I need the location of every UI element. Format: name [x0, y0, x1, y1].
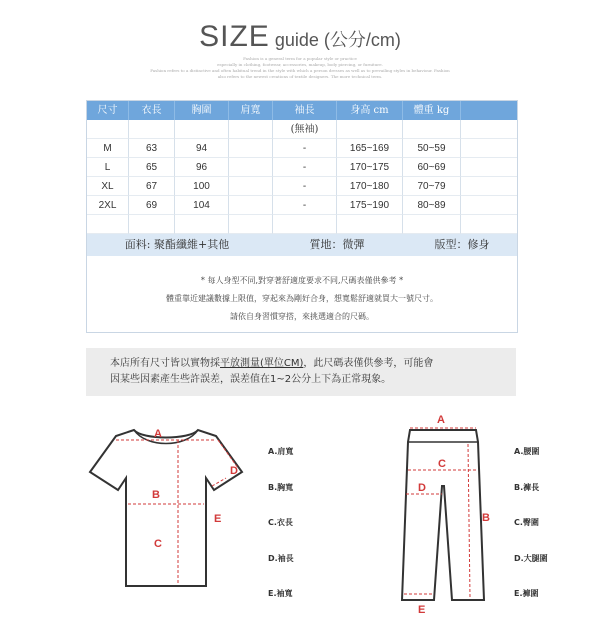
table-cell: 69 [129, 196, 175, 215]
banner-line-1 [86, 348, 516, 372]
table-cell [403, 215, 461, 234]
table-cell [461, 196, 517, 215]
pants-legend [514, 434, 548, 612]
pants-marker-d: D [418, 482, 426, 494]
size-table [86, 100, 518, 333]
shirt-diagram [86, 418, 246, 594]
measurement-banner [86, 348, 516, 396]
table-row [87, 139, 517, 158]
table-cell [87, 215, 129, 234]
page-title [0, 20, 600, 54]
table-row [87, 196, 517, 215]
title-sub: guide (公分/cm) [274, 30, 401, 50]
pants-marker-a: A [437, 414, 445, 426]
table-cell: XL [87, 177, 129, 196]
header-cell [461, 101, 517, 120]
size-notes [87, 256, 517, 332]
table-cell: 70~79 [403, 177, 461, 196]
table-cell: 165~169 [337, 139, 403, 158]
table-cell [175, 215, 229, 234]
shirt-marker-c: C [154, 538, 162, 550]
table-cell [403, 120, 461, 139]
table-row [87, 158, 517, 177]
table-cell: 65 [129, 158, 175, 177]
table-cell [461, 177, 517, 196]
note-line: 體重靠近建議數據上限值，穿起來為剛好合身，想寬鬆舒適就買大一號尺寸。 [166, 294, 438, 303]
table-cell: 94 [175, 139, 229, 158]
table-cell [337, 120, 403, 139]
header-cell: 胸圍 [175, 101, 229, 120]
table-cell [87, 120, 129, 139]
table-cell: 63 [129, 139, 175, 158]
legend-item: C.臀圍 [514, 518, 539, 527]
table-cell [175, 120, 229, 139]
header-cell: 肩寬 [229, 101, 273, 120]
table-cell [461, 139, 517, 158]
banner-underlined: 平放測量(單位CM) [220, 358, 304, 369]
table-cell [461, 215, 517, 234]
tagline-line: Fashion is a general term for a popular style or practice [243, 56, 357, 61]
header-cell: 身高 cm [337, 101, 403, 120]
table-row [87, 215, 517, 234]
banner-text: 本店所有尺寸皆以實物採 [110, 358, 220, 369]
table-cell: - [273, 139, 337, 158]
table-cell: (無袖) [273, 120, 337, 139]
table-cell: 80~89 [403, 196, 461, 215]
header-cell: 衣長 [129, 101, 175, 120]
table-cell: 100 [175, 177, 229, 196]
table-cell [229, 196, 273, 215]
table-cell [129, 120, 175, 139]
table-cell: 170~180 [337, 177, 403, 196]
table-cell: L [87, 158, 129, 177]
legend-item: B.胸寬 [268, 482, 294, 492]
material-row [87, 234, 517, 256]
table-cell: - [273, 177, 337, 196]
table-cell: 60~69 [403, 158, 461, 177]
table-cell [461, 158, 517, 177]
table-cell: 2XL [87, 196, 129, 215]
tagline-line: especially in clothing, footwear, accessories, makeup, body piercing, or furniture. [217, 62, 383, 67]
legend-item: A.腰圍 [514, 447, 540, 456]
pants-diagram [398, 426, 488, 606]
banner-text: ，此尺碼表僅供參考，可能會 [303, 358, 434, 369]
legend-item: B.褲長 [514, 482, 540, 492]
table-cell [273, 215, 337, 234]
material-texture: 質地：微彈 [309, 238, 365, 251]
legend-item: D.袖長 [268, 553, 294, 563]
header-cell: 體重 kg [403, 101, 461, 120]
table-cell [461, 120, 517, 139]
table-cell [229, 120, 273, 139]
header-cell: 尺寸 [87, 101, 129, 120]
legend-item: D.大腿圍 [514, 553, 548, 563]
table-cell [229, 158, 273, 177]
pants-outline [402, 430, 484, 600]
tagline-line: Fashion refers to a distinctive and often habitual trend in the style with which a person dresses as well as to prevailing styles in behaviour. Fashion [150, 68, 450, 73]
table-row [87, 177, 517, 196]
table-cell: - [273, 158, 337, 177]
title-main: SIZE [199, 20, 270, 53]
table-cell [229, 139, 273, 158]
table-cell [337, 215, 403, 234]
note-line: 請依自身習慣穿搭，來挑選適合的尺碼。 [230, 312, 374, 321]
table-cell: - [273, 196, 337, 215]
tagline-line: also refers to the newest creations of textile designers. The more technical term. [217, 74, 383, 79]
material-fabric: 面料: 聚酯纖維+其他 [124, 238, 230, 251]
table-cell: 175~190 [337, 196, 403, 215]
material-fit: 版型：修身 [434, 238, 490, 251]
legend-item: C.衣長 [268, 518, 293, 527]
table-cell: 104 [175, 196, 229, 215]
shirt-marker-d: D [230, 465, 238, 477]
shirt-marker-a: A [154, 428, 162, 440]
table-cell: 96 [175, 158, 229, 177]
table-cell [229, 215, 273, 234]
banner-line-2: 因某些因素產生些許誤差，誤差值在1~2公分上下為正常現象。 [110, 374, 392, 385]
shirt-marker-e: E [214, 513, 222, 525]
pants-marker-c: C [438, 458, 446, 470]
table-cell [229, 177, 273, 196]
table-cell: 170~175 [337, 158, 403, 177]
table-cell [129, 215, 175, 234]
legend-item: E.褲圍 [514, 589, 539, 598]
pants-marker-e: E [418, 604, 426, 616]
legend-item: E.袖寬 [268, 589, 293, 598]
pants-marker-b: B [482, 512, 490, 524]
table-cell: 50~59 [403, 139, 461, 158]
table-header-row [87, 101, 517, 120]
header-cell: 袖長 [273, 101, 337, 120]
shirt-outline [90, 430, 242, 586]
table-cell: 67 [129, 177, 175, 196]
table-cell: M [87, 139, 129, 158]
shirt-legend [268, 434, 294, 612]
table-subheader-row [87, 120, 517, 139]
shirt-marker-b: B [152, 489, 160, 501]
note-line: * 每人身型不同,對穿著舒適度要求不同,尺碼表僅供參考 * [200, 276, 404, 285]
legend-item: A.肩寬 [268, 447, 294, 456]
tagline [0, 56, 600, 80]
